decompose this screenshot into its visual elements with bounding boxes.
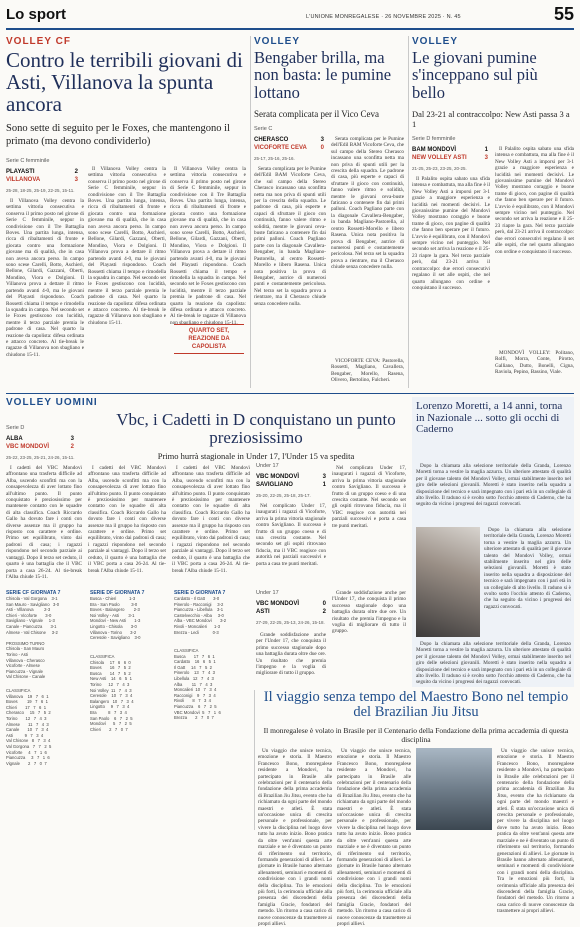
league-table-df [90, 590, 170, 830]
subhead: Primo hurrà stagionale in Under 17, l'Under 15 va spedita [157, 451, 355, 461]
pull-quote: QUARTO SET, REAZIONE DA CAPOLISTA [174, 324, 244, 354]
kicker: VOLLEY [254, 36, 301, 47]
set-partials: 25-17, 25-16, 25-16. [254, 156, 295, 161]
results-list: Busca - Chieri 1-3 Bra - San Paolo 3-0 Boves - Balangero 2-3 Noi Volley - Asti 3-1 Mondovì - New Asti 1-3 Lingotto - Chisola 3-0 Villanova - Torino 3-2 Ceresole - Savigliano 3-0 [90, 596, 141, 641]
set-partials: 25-22, 23-25, 25-21, 24-26, 15-11. [6, 455, 75, 460]
article-body-col3: Il Villanova Volley centra la settima vittoria consecutiva e conserva il primo posto nel girone di Serie C femminile, seppur in condivisione con il Tre Battaglia Boves. Una partita lunga, intensa, ricca di ribaltamenti di fronte e giocata contro una formazione giovane ma di qualità, che in casa non aveva ancora perso. In campo sono scese Carelli, Botto, Aschieri, Bellone, Gilardi, Gazzani, Oberti, Mondino, Viora e Dolgioni. Il Villanova prova a dettare il ritmo partendo avanti 4-0, ma le giovani del Playasti rispondono. Coach Rossetti chiama il tempo e rimodella la squadra in campo. Nel secondo set le Foxes gestiscono con lucidità, mentre il terzo parziale premia le padrone di casa. Nel quarto la reazione da capolista: difesa ordinata e attacco concreto. Al tie-break le ragazze di Villanova non sbagliano e chiudono 15-11. [170, 166, 246, 326]
u15-set-partials: 27-29, 22-25, 25-13, 24-26, 15-18. [256, 620, 325, 625]
headline: Vbc, i Cadetti in D conquistano un punto preziosissimo [116, 410, 396, 447]
player-list: MONDOVÌ VOLLEY: Politano, Rolfi, Morra, Conte, Pirotto, Galliano, Dutto, Bonelli, Cigna, Raviola, Pepino, Bassino, Viale. [495, 350, 574, 376]
page-number: 55 [553, 4, 574, 24]
paper-dateline: L'UNIONE MONREGALESE · 26 NOVEMBRE 2025 · N. 45 [306, 14, 461, 20]
score-row: NEW VOLLEY ASTI 3 [412, 155, 488, 161]
score-row: BAM MONDOVÌ 1 [412, 147, 488, 153]
kicker: VOLLEY [412, 36, 459, 47]
results-list: Cardatto - Il Gatt 3-0 Pinerolo - Racconigi 3-2 Piancuzza - Libellula 3-1 Castelvecchio - Alba 3-0 Alba - VBC Mondovì 3-2 Rivoli - Moncalieri 1-3 Brezza - Ledi 0-3 [174, 596, 227, 635]
article-moretti [412, 397, 574, 687]
article-bengaber [254, 36, 404, 391]
u17-scoreboard [256, 473, 326, 489]
series-label: Serie D femminile [412, 136, 456, 142]
section-divider [6, 393, 574, 394]
score-row: CHERASCO 3 [254, 137, 324, 143]
standings: CLASSIFICA Busca 17 7 6 1 Cardatto 16 6 5 1 Il Gatt 14 7 5 2 Pinerolo 13 7 4 3 Libellula 12 7 4 3 Alba 11 7 4 3 Moncalieri 10 7 3 4 Racconigi 9 7 3 4 Rivoli 8 7 3 4 Piancuzza 6 7 2 5 VBC Mondovì 5 7 1 6 Brezza 2 7 0 7 [174, 648, 221, 721]
subhead: Il monregalese è volato in Brasile per il Centenario della Fondazione della prima accademia di questa disciplina [263, 726, 569, 744]
series-label: Serie C [254, 126, 273, 132]
article-vbc [6, 397, 406, 580]
kicker: VOLLEY UOMINI [6, 397, 98, 408]
standings: CLASSIFICA Villanova 19 7 6 1 Boves 19 7 6 1 Chieri 17 7 6 1 Cherasco 15 7 5 2 Torino 12 7 4 3 Almese 11 7 4 3 Canale 10 7 3 4 Asti 9 7 3 4 Val Chisone 8 7 3 4 Val Gorgona 7 7 2 5 Vicoforte 4 7 1 6 Piancuzza 3 7 1 6 Vignale 2 7 0 7 [6, 688, 52, 766]
scoreboard [6, 435, 74, 451]
column-divider [408, 36, 409, 388]
league-table-cf [6, 590, 86, 830]
kicker: VOLLEY CF [6, 36, 71, 47]
u15-body: Grande soddisfazione anche per l'Under 17, che conquista il primo successo stagionale dopo una battaglia durata oltre due ore. Un risultato che premia l'impegno e la voglia di migliorare di tutto il gruppo. [256, 632, 326, 677]
table-title: SERIE D GIORNATA 7 [174, 590, 226, 596]
score-row: PLAYASTI 2 [6, 169, 78, 175]
u17-body-col2: Nel complicato Under 17, inaugurati i ragazzi di Vicoforte, arriva la prima vittoria stagionale contro Savigliano. Il successo è frutto di un gruppo coeso e di una crescita costante. Nel secondo set gli ospiti ritrovano fiducia, ma il VBC reagisce con autorità nei parziali successivi e porta a casa tre punti meritati. [332, 465, 406, 529]
scoreboard [254, 136, 324, 152]
column-divider [254, 690, 255, 830]
player-list: VICOFORTE CEVA: Pastorella, Rossetti, Magliano, Cavallera, Bengaber, Morello, Rasena, Olivero, Bertolino, Fulcheri. [331, 358, 404, 384]
article-body-col3: Dopo la chiamata alla selezione territoriale della Granda, Lorenzo Moretti torna a vestire la maglia azzurra. Un ulteriore attestato di qualità per il giovane talento del Mondovì Volley, ormai stabilmente inserito nel giro delle selezioni giovanili. Moretti è stato inserito nella squadra a disposizione del tecnico e sarà impegnato con i pari età in un collegiale di alto livello. Il raduno si è svolto sotto l'occhio attento di Caderno, che ha seguito da vicino i progressi dei ragazzi convocati. [416, 641, 571, 686]
score-row: ALBA 3 [6, 436, 74, 442]
bono-photo [416, 748, 492, 830]
subhead: Dal 23-21 al contraccolpo: New Asti passa 3 a 1 [412, 109, 570, 130]
article-body-col2: Il Palalito ospita sabato una sfida intensa e combattuta, ma alla fine è il New Volley Asti a imporsi per 3-1 grazie a maggiore esperienza e lucidità nei momenti decisivi. Le giovanissime pumine del Mondovì Volley mostrano coraggio e buone trame di gioco, con pagine di qualità che fanno ben sperare per il futuro. L'avvio è equilibrato, con il Mondovì sempre vicino nel punteggio. Nel secondo set arriva la reazione e il 25-23 riapre la gara. Nel terzo parziale però, dal 23-21 arriva il contraccolpo: due errori consecutivi regalano il set alle ospiti, che nel quarto allungano con ordine e conquistano il successo. [495, 146, 574, 255]
u17-body: Nel complicato Under 17, inaugurati i ragazzi di Vicoforte, arriva la prima vittoria stagionale contro Savigliano. Il successo è frutto di un gruppo coeso e di una crescita costante. Nel secondo set gli ospiti ritrovano fiducia, ma il VBC reagisce con autorità nei parziali successivi e porta a casa tre punti meritati. [256, 503, 326, 567]
article-body-col2: Un viaggio che unisce tecnica, emozione e storia. Il Maestro Francesco Bono, monregalese residente a Mondovì, ha partecipato in Brasile alle celebrazioni per il centenario della fondazione della prima accademia di Brazilian Jiu Jitsu, evento che ha richiamato da ogni parte del mondo maestri e atleti. È stata un'occasione unica di crescita personale e professionale, per vivere la disciplina nel luogo dove tutto ha avuto inizio. Bono pratica da oltre vent'anni questa arte marziale e ne è diventato un punto di riferimento sul territorio, formando generazioni di allievi. Le giornate in Brasile hanno alternato allenamenti, seminari e momenti di condivisione con i grandi nomi della disciplina. Tra le emozioni più forti, la cerimonia ufficiale alla presenza dei discendenti della famiglia Gracie, fondatori del metodo. Un ritorno a casa carico di nuove conoscenze da trasmettere ai propri allievi. [337, 748, 411, 927]
u15-series-label: Under 17 [256, 590, 279, 596]
series-label: Serie D [6, 425, 25, 431]
article-body: Serata complicata per le Pumine dell'Edil BAM Vicoforte Ceva, che sul campo della Stereo Cherasco incassano una sconfitta netta ma non priva di spunti utili per la crescita della squadra. Le padrone di casa, più esperte e capaci di sfruttare il gioco con continuità, fanno valere ritmo e solidità, mentre le giovani ceva-buste faticano a contenere fin dai primi palloni. Coach Pagliano parte con la diagonale Cavallera-Bengaber, in banda Magliano-Pastorella, al centro Rossetti-Morello e libero Rasena. Unica nota positiva la prova di Bengaber, autrice di numerosi punti e costantemente pericolosa. Nel terzo set la squadra prova a rientrare, ma il Cherasco chiude senza concedere nulla. [254, 166, 326, 307]
score-row: ASTI 2 [256, 609, 326, 615]
league-table-d [174, 590, 252, 830]
score-row: VBC MONDOVÌ 2 [6, 444, 74, 450]
headline: Bengaber brilla, ma non basta: le pumine lottano [254, 48, 392, 102]
column-divider [250, 36, 251, 388]
section-title: Lo sport [6, 6, 66, 23]
scoreboard [6, 168, 78, 184]
set-partials: 21-25, 25-23, 23-25, 20-25. [412, 166, 467, 171]
table-title: SERIE DF GIORNATA 7 [90, 590, 145, 596]
score-row: VICOFORTE CEVA 0 [254, 145, 324, 151]
set-partials: 25-28, 18-25, 25-19, 22-25, 15-11. [6, 188, 75, 193]
article-viaggio [258, 689, 574, 927]
u17-set-partials: 25-20, 22-25, 25-18, 25-17. [256, 493, 311, 498]
score-row: VBC MONDOVÌ 3 [256, 474, 326, 480]
headline: Contro le terribili giovani di Asti, Villanova la spunta ancora [6, 48, 243, 117]
u15-body-col2: Grande soddisfazione anche per l'Under 17, che conquista il primo successo stagionale dopo una battaglia durata oltre due ore. Un risultato che premia l'impegno e la voglia di migliorare di tutto il gruppo. [332, 590, 406, 635]
article-body-col2: I cadetti del VBC Mondovì affrontano una trasferta difficile ad Alba, uscendo sconfitti ma con la consapevolezza di aver lottato fino all'ultimo punto. Il punto conquistato è preziosissimo per mantenere contatto con le squadre di alta classifica. Coach Riccardo Gallo ha dovuto fare i conti con diverse assenze ma il gruppo ha risposto con carattere e ordine. Primo set equilibrato, vinto dai padroni di casa; i ragazzi rispondono nel secondo parziale ai vantaggi. Dopo il terzo set ceduto, il quarto è una battaglia che il VBC porta a casa 26-24. Al tie-break l'Alba chiude 15-11. [88, 465, 166, 574]
headline: Il viaggio senza tempo del Maestro Bono nel tempio del Brazilian Jiu Jitsu [263, 689, 569, 721]
article-body: I cadetti del VBC Mondovì affrontano una trasferta difficile ad Alba, uscendo sconfitti ma con la consapevolezza di aver lottato fino all'ultimo punto. Il punto conquistato è preziosissimo per mantenere contatto con le squadre di alta classifica. Coach Riccardo Gallo ha dovuto fare i conti con diverse assenze ma il gruppo ha risposto con carattere e ordine. Primo set equilibrato, vinto dai padroni di casa; i ragazzi rispondono nel secondo parziale ai vantaggi. Dopo il terzo set ceduto, il quarto è una battaglia che il VBC porta a casa 26-24. Al tie-break l'Alba chiude 15-11. [6, 465, 82, 580]
u17-series-label: Under 17 [256, 463, 279, 469]
table-title: SERIE CF GIORNATA 7 [6, 590, 61, 596]
article-body-col2: Dopo la chiamata alla selezione territoriale della Granda, Lorenzo Moretti torna a vestire la maglia azzurra. Un ulteriore attestato di qualità per il giovane talento del Mondovì Volley, ormai stabilmente inserito nel giro delle selezioni giovanili. Moretti è stato inserito nella squadra a disposizione del tecnico e sarà impegnato con i pari età in un collegiale di alto livello. Il raduno si è svolto sotto l'occhio attento di Caderno, che ha seguito da vicino i progressi dei ragazzi convocati. [484, 527, 571, 610]
subhead: Sono sette di seguito per le Foxes, che mantengono il primato (ma devono condividerlo) [6, 123, 230, 147]
article-body-col3: I cadetti del VBC Mondovì affrontano una trasferta difficile ad Alba, uscendo sconfitti ma con la consapevolezza di aver lottato fino all'ultimo punto. Il punto conquistato è preziosissimo per mantenere contatto con le squadre di alta classifica. Coach Riccardo Gallo ha dovuto fare i conti con diverse assenze ma il gruppo ha risposto con carattere e ordine. Primo set equilibrato, vinto dai padroni di casa; i ragazzi rispondono nel secondo parziale ai vantaggi. Dopo il terzo set ceduto, il quarto è una battaglia che il VBC porta a casa 26-24. Al tie-break l'Alba chiude 15-11. [172, 465, 250, 574]
score-row: VILLANOVA 3 [6, 177, 78, 183]
article-villanova [6, 36, 246, 391]
series-label: Serie C femminile [6, 158, 50, 164]
standings: CLASSIFICA Chisola 17 6 6 0 Boves 16 7 5 2 Busca 14 7 5 2 New Asti 14 6 5 1 Torino 12 7 4 3 Noi Volley 11 7 4 3 Ceresole 10 7 3 4 Balangero 10 7 3 4 Lingotto 9 7 3 4 Bra 8 7 3 4 San Paolo 6 7 2 5 Mondovì 5 7 2 5 Chieri 2 7 0 7 [90, 654, 134, 732]
masthead [6, 4, 574, 30]
article-body: Il Palalito ospita sabato una sfida intensa e combattuta, ma alla fine è il New Volley Asti a imporsi per 3-1 grazie a maggiore esperienza e lucidità nei momenti decisivi. Le giovanissime pumine del Mondovì Volley mostrano coraggio e buone trame di gioco, con pagine di qualità che fanno ben sperare per il futuro. L'avvio è equilibrato, con il Mondovì sempre vicino nel punteggio. Nel secondo set arriva la reazione e il 25-23 riapre la gara. Nel terzo parziale però, dal 23-21 arriva il contraccolpo: due errori consecutivi regalano il set alle ospiti, che nel quarto allungano con ordine e conquistano il successo. [412, 176, 490, 291]
headline: Le giovani pumine s'inceppano sul più bello [412, 48, 538, 102]
article-body: Il Villanova Volley centra la settima vittoria consecutiva e conserva il primo posto nel girone di Serie C femminile, seppur in condivisione con il Tre Battaglia Boves. Una partita lunga, intensa, ricca di ribaltamenti di fronte e giocata contro una formazione giovane ma di qualità, che in casa non aveva ancora perso. In campo sono scese Carelli, Botto, Aschieri, Bellone, Gilardi, Gazzani, Oberti, Mondino, Viora e Dolgioni. Il Villanova prova a dettare il ritmo partendo avanti 4-0, ma le giovani del Playasti rispondono. Coach Rossetti chiama il tempo e rimodella la squadra in campo. Nel secondo set le Foxes gestiscono con lucidità, mentre il terzo parziale premia le padrone di casa. Nel quarto la reazione da capolista: difesa ordinata e attacco concreto. Al tie-break le ragazze di Villanova non sbagliano e chiudono 15-11. [6, 198, 84, 358]
results-list: Chisola - Val Gorgona 3-1 San Mauro - Savigliano 3-0 Asti - Villanova 2-3 Chieri - Vicoforte 3-0 Savigliano - Vignale 1-3 Canale - Piancuzza 3-1 Almese - Val Chisone 3-2 PROSSIMO TURNO Chisola - San Mauro Torino - Asti Villanova - Cherasco Vicoforte - Almese Piancuzza - Vignale Val Chisone - Canale [6, 596, 60, 680]
article-body-col3: Un viaggio che unisce tecnica, emozione e storia. Il Maestro Francesco Bono, monregalese residente a Mondovì, ha partecipato in Brasile alle celebrazioni per il centenario della fondazione della prima accademia di Brazilian Jiu Jitsu, evento che ha richiamato da ogni parte del mondo maestri e atleti. È stata un'occasione unica di crescita personale e professionale, per vivere la disciplina nel luogo dove tutto ha avuto inizio. Bono pratica da oltre vent'anni questa arte marziale e ne è diventato un punto di riferimento sul territorio, formando generazioni di allievi. Le giornate in Brasile hanno alternato allenamenti, seminari e momenti di condivisione con i grandi nomi della disciplina. Tra le emozioni più forti, la cerimonia ufficiale alla presenza dei discendenti della famiglia Gracie, fondatori del metodo. Un ritorno a casa carico di nuove conoscenze da trasmettere ai propri allievi. [497, 748, 574, 915]
score-row: VBC MONDOVÌ 0 [256, 601, 326, 607]
article-body: Un viaggio che unisce tecnica, emozione e storia. Il Maestro Francesco Bono, monregalese residente a Mondovì, ha partecipato in Brasile alle celebrazioni per il centenario della fondazione della prima accademia di Brazilian Jiu Jitsu, evento che ha richiamato da ogni parte del mondo maestri e atleti. È stata un'occasione unica di crescita personale e professionale, per vivere la disciplina nel luogo dove tutto ha avuto inizio. Bono pratica da oltre vent'anni questa arte marziale e ne è diventato un punto di riferimento sul territorio, formando generazioni di allievi. Le giornate in Brasile hanno alternato allenamenti, seminari e momenti di condivisione con i grandi nomi della disciplina. Tra le emozioni più forti, la cerimonia ufficiale alla presenza dei discendenti della famiglia Gracie, fondatori del metodo. Un ritorno a casa carico di nuove conoscenze da trasmettere ai propri allievi. [258, 748, 332, 927]
scoreboard [412, 146, 488, 162]
u15-scoreboard [256, 600, 326, 616]
article-body: Dopo la chiamata alla selezione territoriale della Granda, Lorenzo Moretti torna a vestire la maglia azzurra. Un ulteriore attestato di qualità per il giovane talento del Mondovì Volley, ormai stabilmente inserito nel giro delle selezioni giovanili. Moretti è stato inserito nella squadra a disposizione del tecnico e sarà impegnato con i pari età in un collegiale di alto livello. Il raduno si è svolto sotto l'occhio attento di Caderno, che ha seguito da vicino i progressi dei ragazzi convocati. [416, 463, 571, 508]
score-row: SAVIGLIANO 1 [256, 482, 326, 488]
player-photo [416, 527, 480, 637]
headline: Lorenzo Moretti, a 14 anni, torna in Nazionale ... sotto gli occhi di Caderno [416, 400, 563, 436]
article-body-col2: Serata complicata per le Pumine dell'Edil BAM Vicoforte Ceva, che sul campo della Stereo Cherasco incassano una sconfitta netta ma non priva di spunti utili per la crescita della squadra. Le padrone di casa, più esperte e capaci di sfruttare il gioco con continuità, fanno valere ritmo e solidità, mentre le giovani ceva-buste faticano a contenere fin dai primi palloni. Coach Pagliano parte con la diagonale Cavallera-Bengaber, in banda Magliano-Pastorella, al centro Rossetti-Morello e libero Rasena. Unica nota positiva la prova di Bengaber, autrice di numerosi punti e costantemente pericolosa. Nel terzo set la squadra prova a rientrare, ma il Cherasco chiude senza concedere nulla. [331, 136, 404, 271]
subhead: Serata complicata per il Vico Ceva [254, 109, 379, 119]
article-giovani [412, 36, 574, 391]
article-body-col2: Il Villanova Volley centra la settima vittoria consecutiva e conserva il primo posto nel girone di Serie C femminile, seppur in condivisione con il Tre Battaglia Boves. Una partita lunga, intensa, ricca di ribaltamenti di fronte e giocata contro una formazione giovane ma di qualità, che in casa non aveva ancora perso. In campo sono scese Carelli, Botto, Aschieri, Bellone, Gilardi, Gazzani, Oberti, Mondino, Viora e Dolgioni. Il Villanova prova a dettare il ritmo partendo avanti 4-0, ma le giovani del Playasti rispondono. Coach Rossetti chiama il tempo e rimodella la squadra in campo. Nel secondo set le Foxes gestiscono con lucidità, mentre il terzo parziale premia le padrone di casa. Nel quarto la reazione da capolista: difesa ordinata e attacco concreto. Al tie-break le ragazze di Villanova non sbagliano e chiudono 15-11. [88, 166, 166, 326]
